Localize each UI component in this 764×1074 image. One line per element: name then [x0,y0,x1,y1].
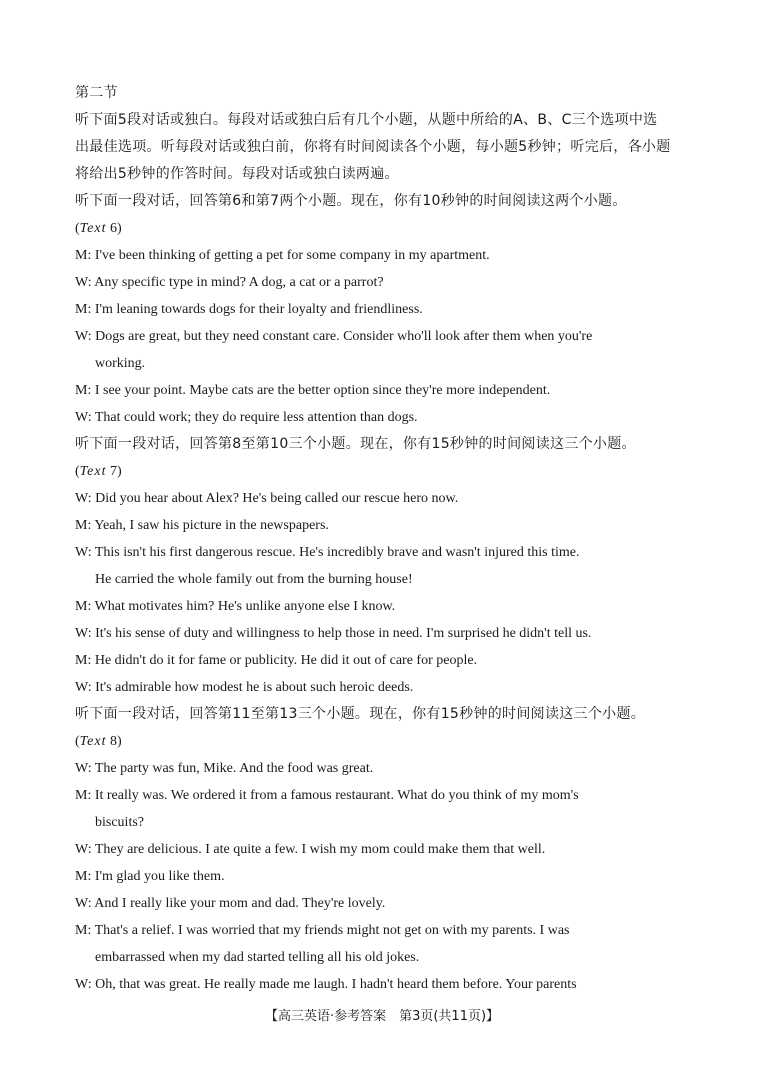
dialogue-line: W: That could work; they do require less attention than dogs. [75,410,418,425]
dialogue-line: W: They are delicious. I ate quite a few. I wish my mom could make them that well. [75,842,546,857]
text8-intro: 听下面一段对话，回答第11至第13三个小题。现在，你有15秒钟的时间阅读这三个小题。 [75,706,646,722]
dialogue-line: W: Dogs are great, but they need constant care. Consider who'll look after them when you're [75,329,593,344]
dialogue-line: M: It really was. We ordered it from a famous restaurant. What do you think of my mom's [75,788,579,803]
dialogue-line-continued: He carried the whole family out from the burning house! [95,572,413,587]
dialogue-line: M: I've been thinking of getting a pet for some company in my apartment. [75,248,490,263]
text6-label: (Text 6) [75,221,122,236]
text8-label: (Text 8) [75,734,122,749]
dialogue-line: M: I'm leaning towards dogs for their loyalty and friendliness. [75,302,423,317]
instructions-line: 将给出5秒钟的作答时间。每段对话或独白读两遍。 [75,166,399,182]
dialogue-line: W: Oh, that was great. He really made me laugh. I hadn't heard them before. Your parents [75,977,577,992]
dialogue-line: W: It's admirable how modest he is about such heroic deeds. [75,680,414,695]
dialogue-line: W: This isn't his first dangerous rescue. He's incredibly brave and wasn't injured this time. [75,545,580,560]
dialogue-line-continued: biscuits? [95,815,144,830]
dialogue-line: W: The party was fun, Mike. And the food was great. [75,761,374,776]
dialogue-line-continued: working. [95,356,146,371]
dialogue-line: M: I'm glad you like them. [75,869,225,884]
instructions-line: 出最佳选项。听每段对话或独白前，你将有时间阅读各个小题，每小题5秒钟；听完后，各小题 [75,139,671,155]
dialogue-line: M: He didn't do it for fame or publicity. He did it out of care for people. [75,653,478,668]
text6-intro: 听下面一段对话，回答第6和第7两个小题。现在，你有10秒钟的时间阅读这两个小题。 [75,193,627,209]
dialogue-line: W: Any specific type in mind? A dog, a cat or a parrot? [75,275,384,290]
dialogue-line: W: Did you hear about Alex? He's being called our rescue hero now. [75,491,459,506]
dialogue-line-continued: embarrassed when my dad started telling all his old jokes. [95,950,420,965]
text7-label: (Text 7) [75,464,122,479]
footer-text: 【高三英语·参考答案 第3页(共11页)】 [264,1009,500,1024]
dialogue-line: W: And I really like your mom and dad. They're lovely. [75,896,386,911]
dialogue-line: M: That's a relief. I was worried that my friends might not get on with my parents. I was [75,923,570,938]
text7-intro: 听下面一段对话，回答第8至第10三个小题。现在，你有15秒钟的时间阅读这三个小题。 [75,436,636,452]
dialogue-line: W: It's his sense of duty and willingness to help those in need. I'm surprised he didn't tell us. [75,626,592,641]
instructions-line: 听下面5段对话或独白。每段对话或独白后有几个小题，从题中所给的A、B、C三个选项中选 [75,112,658,128]
section-title: 第二节 [75,85,118,101]
dialogue-line: M: What motivates him? He's unlike anyone else I know. [75,599,396,614]
page-footer [0,1005,764,1024]
dialogue-line: M: Yeah, I saw his picture in the newspapers. [75,518,329,533]
page-content [75,80,700,998]
dialogue-line: M: I see your point. Maybe cats are the better option since they're more independent. [75,383,551,398]
